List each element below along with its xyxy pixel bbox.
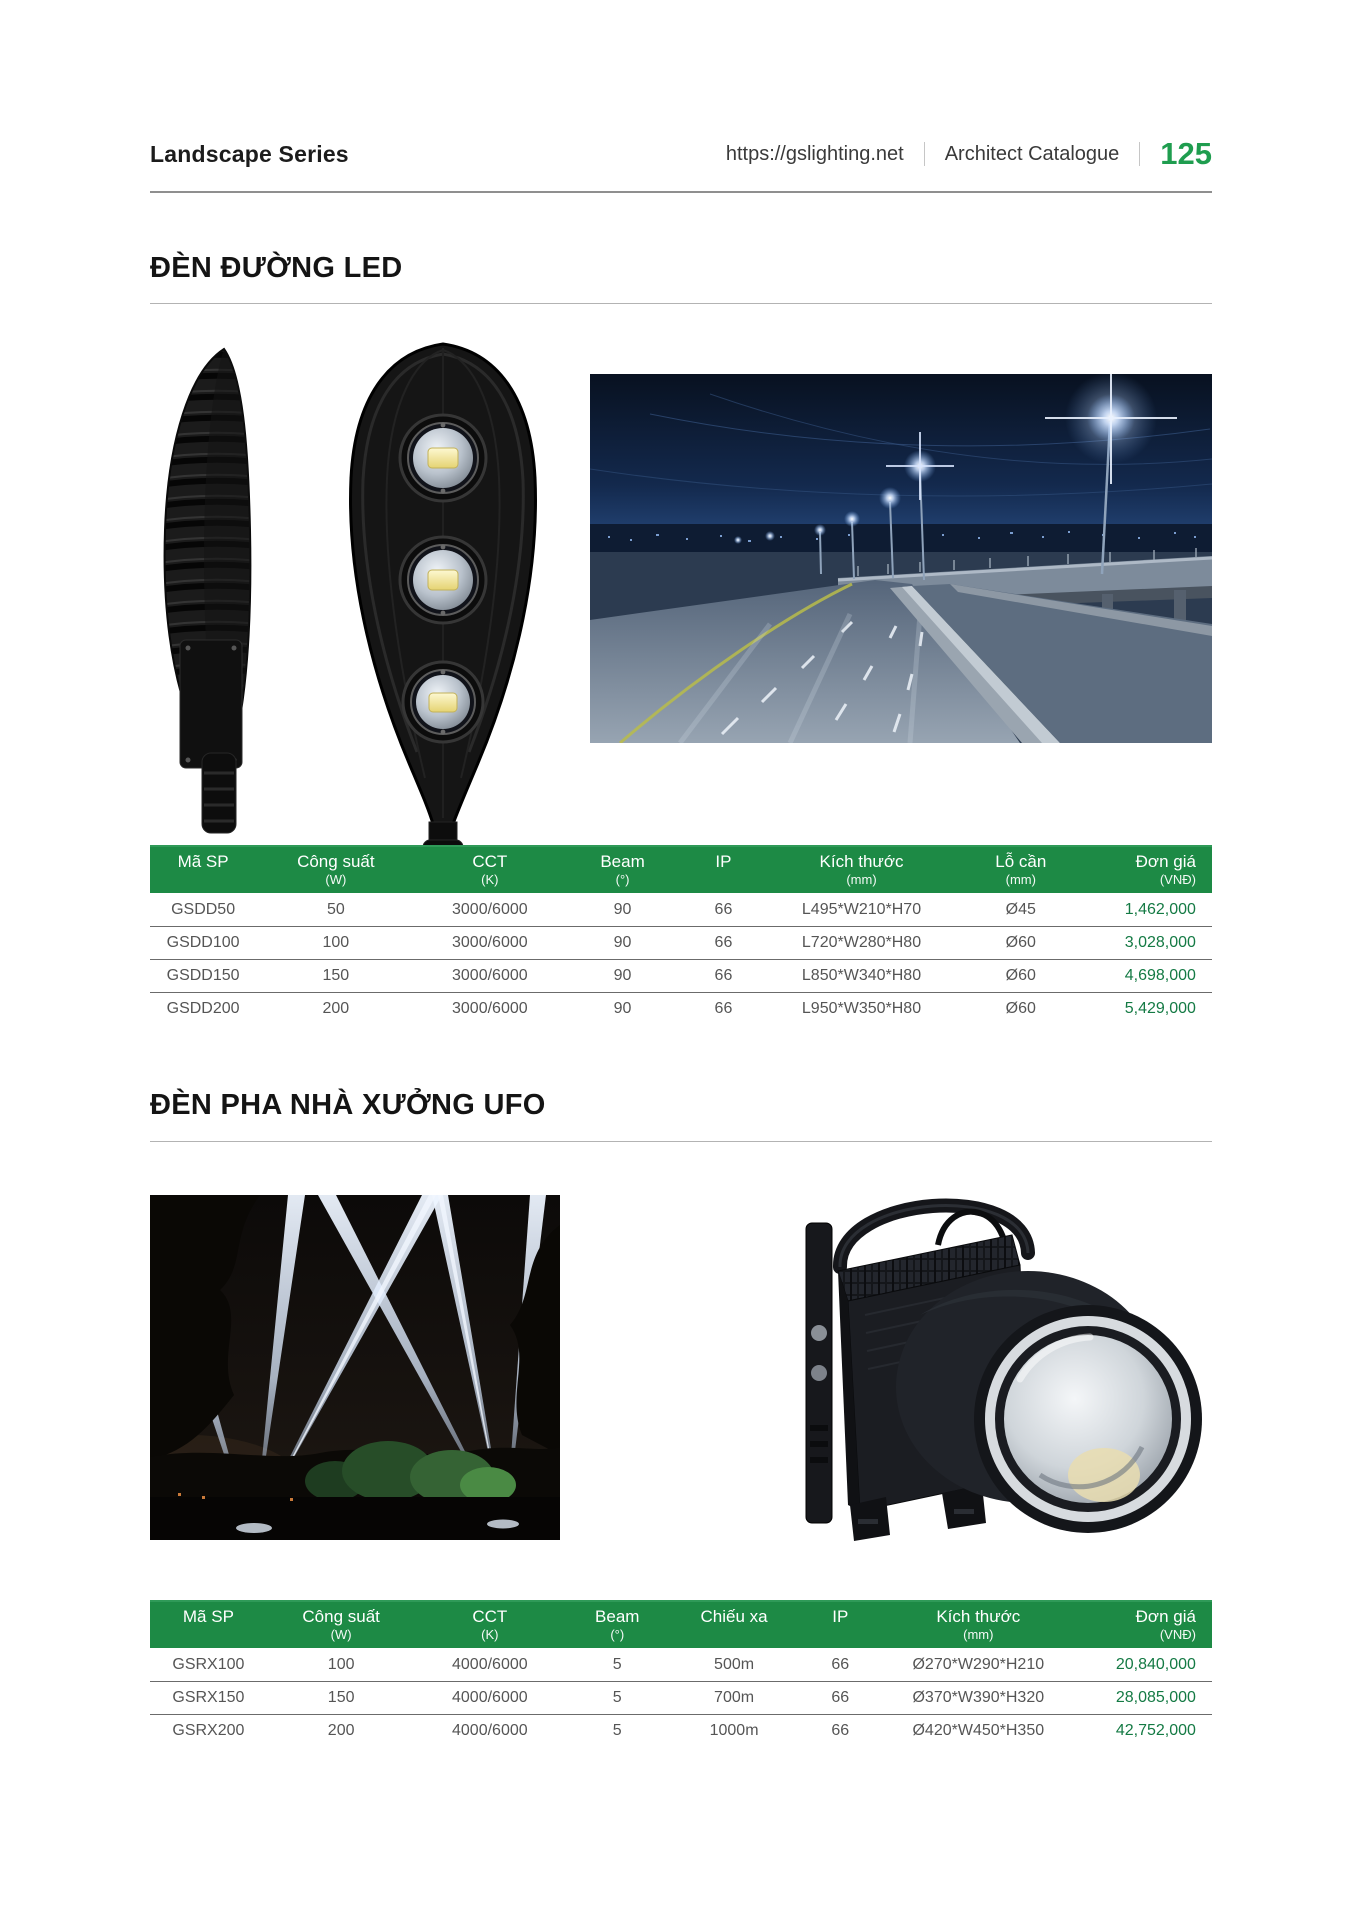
column-header: Kích thước (mm)	[936, 1607, 1021, 1642]
cell-price: 3,028,000	[1124, 934, 1196, 951]
page-header	[150, 136, 1212, 172]
column-header: Mã SP	[177, 852, 229, 871]
cell-price: 42,752,000	[1115, 1722, 1196, 1739]
ufo-floodlight-table	[150, 1600, 1212, 1747]
column-header: Beam (°)	[600, 852, 645, 887]
ufo-floodlight-product-image	[690, 1175, 1215, 1565]
table-row: GSDD150 150 3000/6000 90 66 L850*W340*H80 Ø60 4,698,000	[150, 959, 1212, 992]
column-header: CCT (K)	[472, 852, 508, 887]
street-light-front-view-image	[325, 338, 560, 868]
column-header: Đơn giá (VNĐ)	[1135, 1607, 1196, 1642]
cell-price: 4,698,000	[1124, 967, 1196, 984]
table-row: GSRX150 150 4000/6000 5 700m 66 Ø370*W390*H320 28,085,000	[150, 1681, 1212, 1714]
section-rule	[150, 303, 1212, 304]
column-header: Mã SP	[182, 1607, 234, 1626]
street-light-table	[150, 845, 1212, 1025]
column-header: CCT (K)	[472, 1607, 508, 1642]
column-header: Beam (°)	[595, 1607, 640, 1642]
column-header: Kích thước (mm)	[819, 852, 904, 887]
page-number: 125	[1160, 136, 1212, 171]
header-rule	[150, 191, 1212, 193]
section-title-ufo: ĐÈN PHA NHÀ XƯỞNG UFO	[150, 1089, 546, 1121]
cell-price: 1,462,000	[1124, 900, 1196, 918]
column-header: Công suất (W)	[297, 852, 375, 887]
column-header: IP	[715, 852, 732, 871]
column-header: Chiếu xa	[700, 1607, 768, 1626]
column-header: IP	[832, 1607, 849, 1626]
section-title-street-led: ĐÈN ĐƯỜNG LED	[150, 252, 403, 284]
table-row: GSDD50 50 3000/6000 90 66 L495*W210*H70 Ø45 1,462,000	[150, 893, 1212, 926]
table-row: GSDD100 100 3000/6000 90 66 L720*W280*H80 Ø60 3,028,000	[150, 926, 1212, 959]
table-row: GSRX200 200 4000/6000 5 1000m 66 Ø420*W450*H350 42,752,000	[150, 1714, 1212, 1747]
cell-ma-sp: GSDD150	[166, 967, 240, 984]
table-row: GSRX100 100 4000/6000 5 500m 66 Ø270*W290*H210 20,840,000	[150, 1648, 1212, 1681]
series-title: Landscape Series	[150, 140, 349, 167]
light-beams-night-photo	[150, 1195, 560, 1540]
column-header: Lỗ cần (mm)	[995, 852, 1047, 887]
site-url-link[interactable]: https://gslighting.net	[725, 142, 904, 165]
cell-price: 5,429,000	[1124, 1000, 1196, 1017]
cell-ma-sp: GSDD50	[171, 900, 236, 918]
highway-night-photo	[590, 374, 1212, 743]
table-header-row	[150, 845, 1212, 893]
cell-price: 20,840,000	[1115, 1655, 1196, 1673]
cell-ma-sp: GSRX150	[172, 1689, 245, 1706]
table-header-row	[150, 1600, 1212, 1648]
cell-ma-sp: GSRX200	[172, 1722, 245, 1739]
cell-ma-sp: GSRX100	[172, 1655, 245, 1673]
catalogue-label: Architect Catalogue	[944, 142, 1120, 165]
header-divider	[1139, 142, 1140, 166]
column-header: Đơn giá (VNĐ)	[1135, 852, 1196, 887]
cell-ma-sp: GSDD100	[166, 934, 240, 951]
table-row: GSDD200 200 3000/6000 90 66 L950*W350*H80 Ø60 5,429,000	[150, 992, 1212, 1025]
header-meta	[726, 136, 1212, 172]
street-light-side-view-image	[152, 345, 287, 837]
header-divider	[924, 142, 925, 166]
cell-ma-sp: GSDD200	[166, 1000, 240, 1017]
section-rule	[150, 1141, 1212, 1142]
column-header: Công suất (W)	[302, 1607, 380, 1642]
cell-price: 28,085,000	[1115, 1689, 1196, 1706]
